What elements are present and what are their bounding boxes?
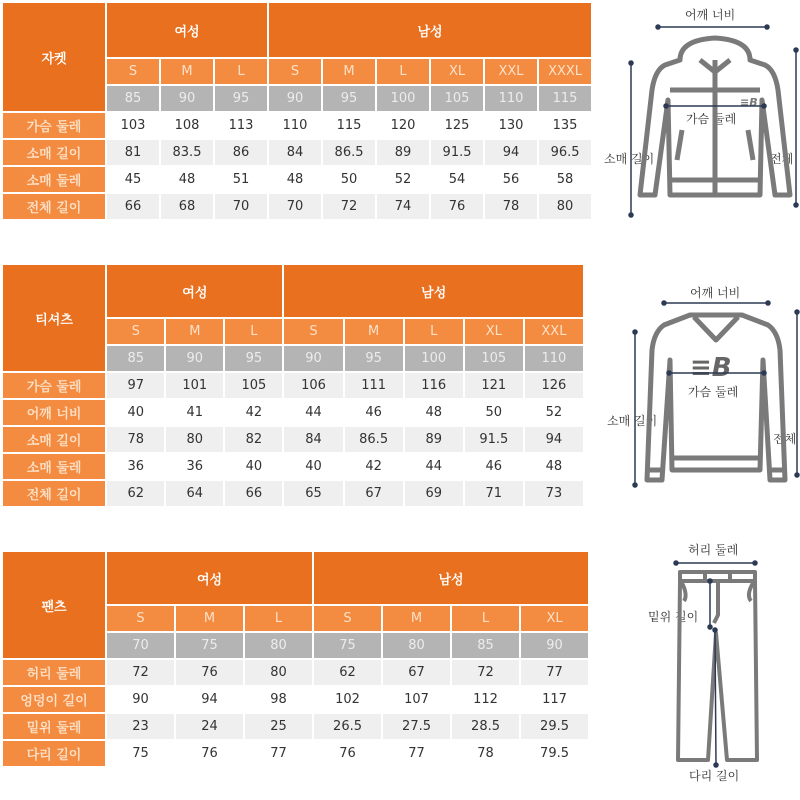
size-header: XL <box>465 319 523 344</box>
row-label: 엉덩이 길이 <box>3 687 105 712</box>
ref-size: 95 <box>215 86 267 111</box>
size-header: S <box>107 59 159 84</box>
cell: 76 <box>314 741 381 766</box>
cell: 46 <box>345 400 403 425</box>
cell: 42 <box>225 400 282 425</box>
cell: 103 <box>107 113 159 138</box>
row-label: 소매 길이 <box>3 427 105 452</box>
cell: 90 <box>107 687 174 712</box>
ref-size: 70 <box>107 633 174 658</box>
ref-size: 115 <box>539 86 591 111</box>
cell: 67 <box>383 660 450 685</box>
size-header: L <box>225 319 282 344</box>
cell: 74 <box>377 194 429 219</box>
table-row <box>3 113 591 138</box>
cell: 84 <box>284 427 342 452</box>
row-label: 밑위 둘레 <box>3 714 105 739</box>
leg-length-label: 다리 길이 <box>689 769 740 783</box>
cell: 52 <box>377 167 429 192</box>
ref-size: 75 <box>314 633 381 658</box>
ref-size: 105 <box>431 86 483 111</box>
total-length-label: 전체 <box>773 432 797 446</box>
cell: 68 <box>161 194 213 219</box>
jacket-size-table <box>1 1 593 221</box>
table-row <box>3 714 588 739</box>
cell: 62 <box>314 660 381 685</box>
cell: 101 <box>166 373 223 398</box>
ref-size: 85 <box>452 633 519 658</box>
cell: 80 <box>539 194 591 219</box>
cell: 76 <box>176 660 243 685</box>
cell: 83.5 <box>161 140 213 165</box>
row-label: 어깨 너비 <box>3 400 105 425</box>
row-label: 가슴 둘레 <box>3 373 105 398</box>
size-header: S <box>314 606 381 631</box>
cell: 113 <box>215 113 267 138</box>
cell: 25 <box>245 714 312 739</box>
pants-title: 팬츠 <box>3 552 105 658</box>
row-label: 소매 길이 <box>3 140 105 165</box>
size-header: L <box>405 319 463 344</box>
sleeve-length-label: 소매 길이 <box>607 414 658 428</box>
cell: 116 <box>405 373 463 398</box>
cell: 77 <box>245 741 312 766</box>
ref-size: 100 <box>377 86 429 111</box>
cell: 91.5 <box>431 140 483 165</box>
cell: 44 <box>284 400 342 425</box>
cell: 130 <box>485 113 537 138</box>
cell: 108 <box>161 113 213 138</box>
size-header: M <box>345 319 403 344</box>
cell: 44 <box>405 454 463 479</box>
cell: 27.5 <box>383 714 450 739</box>
ref-size: 90 <box>269 86 321 111</box>
cell: 36 <box>166 454 223 479</box>
ref-size: 90 <box>284 346 342 371</box>
cell: 54 <box>431 167 483 192</box>
cell: 73 <box>525 481 583 506</box>
group-women: 여성 <box>107 3 267 57</box>
cell: 26.5 <box>314 714 381 739</box>
cell: 94 <box>176 687 243 712</box>
cell: 62 <box>107 481 164 506</box>
cell: 29.5 <box>521 714 588 739</box>
size-header: XXXL <box>539 59 591 84</box>
table-row <box>3 400 583 425</box>
chest-label: 가슴 둘레 <box>686 112 737 126</box>
cell: 50 <box>465 400 523 425</box>
ref-size: 105 <box>465 346 523 371</box>
cell: 40 <box>284 454 342 479</box>
cell: 66 <box>225 481 282 506</box>
cell: 89 <box>377 140 429 165</box>
size-header: XXL <box>485 59 537 84</box>
table-row <box>3 427 583 452</box>
cell: 48 <box>269 167 321 192</box>
cell: 98 <box>245 687 312 712</box>
size-header: M <box>383 606 450 631</box>
cell: 110 <box>269 113 321 138</box>
waist-label: 허리 둘레 <box>688 543 739 557</box>
cell: 42 <box>345 454 403 479</box>
ref-size: 85 <box>107 346 164 371</box>
total-length-label: 전체 <box>770 152 794 166</box>
pants-size-table <box>1 550 590 768</box>
cell: 105 <box>225 373 282 398</box>
row-label: 다리 길이 <box>3 741 105 766</box>
cell: 41 <box>166 400 223 425</box>
cell: 48 <box>161 167 213 192</box>
cell: 58 <box>539 167 591 192</box>
group-women: 여성 <box>107 552 312 604</box>
cell: 78 <box>107 427 164 452</box>
cell: 111 <box>345 373 403 398</box>
size-header: M <box>176 606 243 631</box>
cell: 66 <box>107 194 159 219</box>
cell: 125 <box>431 113 483 138</box>
cell: 80 <box>166 427 223 452</box>
ref-size: 95 <box>323 86 375 111</box>
cell: 28.5 <box>452 714 519 739</box>
row-label: 소매 둘레 <box>3 167 105 192</box>
size-header: L <box>215 59 267 84</box>
cell: 86 <box>215 140 267 165</box>
cell: 72 <box>323 194 375 219</box>
chest-label: 가슴 둘레 <box>688 385 739 399</box>
cell: 77 <box>521 660 588 685</box>
table-row <box>3 660 588 685</box>
cell: 50 <box>323 167 375 192</box>
cell: 107 <box>383 687 450 712</box>
cell: 36 <box>107 454 164 479</box>
cell: 97 <box>107 373 164 398</box>
cell: 72 <box>452 660 519 685</box>
table-row <box>3 140 591 165</box>
cell: 106 <box>284 373 342 398</box>
group-men: 남성 <box>269 3 591 57</box>
cell: 56 <box>485 167 537 192</box>
cell: 76 <box>176 741 243 766</box>
ref-size: 110 <box>525 346 583 371</box>
group-women: 여성 <box>107 265 282 317</box>
size-header: XXL <box>525 319 583 344</box>
size-header: S <box>269 59 321 84</box>
ref-size: 95 <box>345 346 403 371</box>
cell: 112 <box>452 687 519 712</box>
cell: 96.5 <box>539 140 591 165</box>
cell: 102 <box>314 687 381 712</box>
group-men: 남성 <box>284 265 583 317</box>
group-men: 남성 <box>314 552 588 604</box>
table-row <box>3 481 583 506</box>
cell: 78 <box>485 194 537 219</box>
table-row <box>3 741 588 766</box>
jacket-icon <box>590 0 800 220</box>
ref-size: 75 <box>176 633 243 658</box>
ref-size: 85 <box>107 86 159 111</box>
size-header: S <box>107 319 164 344</box>
row-label: 전체 길이 <box>3 481 105 506</box>
cell: 70 <box>215 194 267 219</box>
rise-label: 밑위 길이 <box>648 610 699 624</box>
size-header: XL <box>521 606 588 631</box>
row-label: 가슴 둘레 <box>3 113 105 138</box>
svg-text:≡B: ≡B <box>740 96 758 109</box>
size-header: M <box>323 59 375 84</box>
cell: 71 <box>465 481 523 506</box>
cell: 48 <box>405 400 463 425</box>
cell: 52 <box>525 400 583 425</box>
size-header: M <box>161 59 213 84</box>
cell: 48 <box>525 454 583 479</box>
pants-icon <box>610 535 800 800</box>
size-header: L <box>377 59 429 84</box>
cell: 121 <box>465 373 523 398</box>
cell: 89 <box>405 427 463 452</box>
cell: 84 <box>269 140 321 165</box>
ref-size: 90 <box>521 633 588 658</box>
pants-diagram <box>610 535 800 800</box>
size-header: XL <box>431 59 483 84</box>
cell: 86.5 <box>323 140 375 165</box>
cell: 135 <box>539 113 591 138</box>
ref-size: 80 <box>383 633 450 658</box>
cell: 70 <box>269 194 321 219</box>
sleeve-length-label: 소매 길이 <box>604 152 655 166</box>
ref-size: 80 <box>245 633 312 658</box>
cell: 45 <box>107 167 159 192</box>
tshirt-icon <box>590 270 800 500</box>
row-label: 전체 길이 <box>3 194 105 219</box>
table-row <box>3 687 588 712</box>
cell: 115 <box>323 113 375 138</box>
cell: 40 <box>107 400 164 425</box>
cell: 65 <box>284 481 342 506</box>
svg-text:≡B: ≡B <box>690 353 732 383</box>
ref-size: 90 <box>161 86 213 111</box>
size-header: M <box>166 319 223 344</box>
tshirt-title: 티셔츠 <box>3 265 105 371</box>
cell: 64 <box>166 481 223 506</box>
row-label: 허리 둘레 <box>3 660 105 685</box>
ref-size: 110 <box>485 86 537 111</box>
row-label: 소매 둘레 <box>3 454 105 479</box>
table-row <box>3 167 591 192</box>
size-header: S <box>107 606 174 631</box>
ref-size: 95 <box>225 346 282 371</box>
cell: 69 <box>405 481 463 506</box>
cell: 78 <box>452 741 519 766</box>
table-row <box>3 373 583 398</box>
table-row <box>3 454 583 479</box>
tshirt-diagram <box>590 270 800 500</box>
cell: 80 <box>245 660 312 685</box>
jacket-title: 자켓 <box>3 3 105 111</box>
cell: 24 <box>176 714 243 739</box>
jacket-diagram <box>590 0 800 220</box>
shoulder-width-label: 어깨 너비 <box>685 8 736 22</box>
cell: 91.5 <box>465 427 523 452</box>
cell: 23 <box>107 714 174 739</box>
cell: 76 <box>431 194 483 219</box>
cell: 117 <box>521 687 588 712</box>
cell: 86.5 <box>345 427 403 452</box>
cell: 120 <box>377 113 429 138</box>
tshirt-size-table <box>1 263 585 508</box>
cell: 67 <box>345 481 403 506</box>
cell: 82 <box>225 427 282 452</box>
cell: 46 <box>465 454 523 479</box>
ref-size: 90 <box>166 346 223 371</box>
cell: 81 <box>107 140 159 165</box>
size-header: L <box>452 606 519 631</box>
cell: 75 <box>107 741 174 766</box>
cell: 79.5 <box>521 741 588 766</box>
size-header: S <box>284 319 342 344</box>
cell: 51 <box>215 167 267 192</box>
cell: 77 <box>383 741 450 766</box>
table-row <box>3 194 591 219</box>
cell: 94 <box>485 140 537 165</box>
cell: 72 <box>107 660 174 685</box>
cell: 126 <box>525 373 583 398</box>
ref-size: 100 <box>405 346 463 371</box>
cell: 94 <box>525 427 583 452</box>
shoulder-width-label: 어깨 너비 <box>690 286 741 300</box>
cell: 40 <box>225 454 282 479</box>
size-header: L <box>245 606 312 631</box>
